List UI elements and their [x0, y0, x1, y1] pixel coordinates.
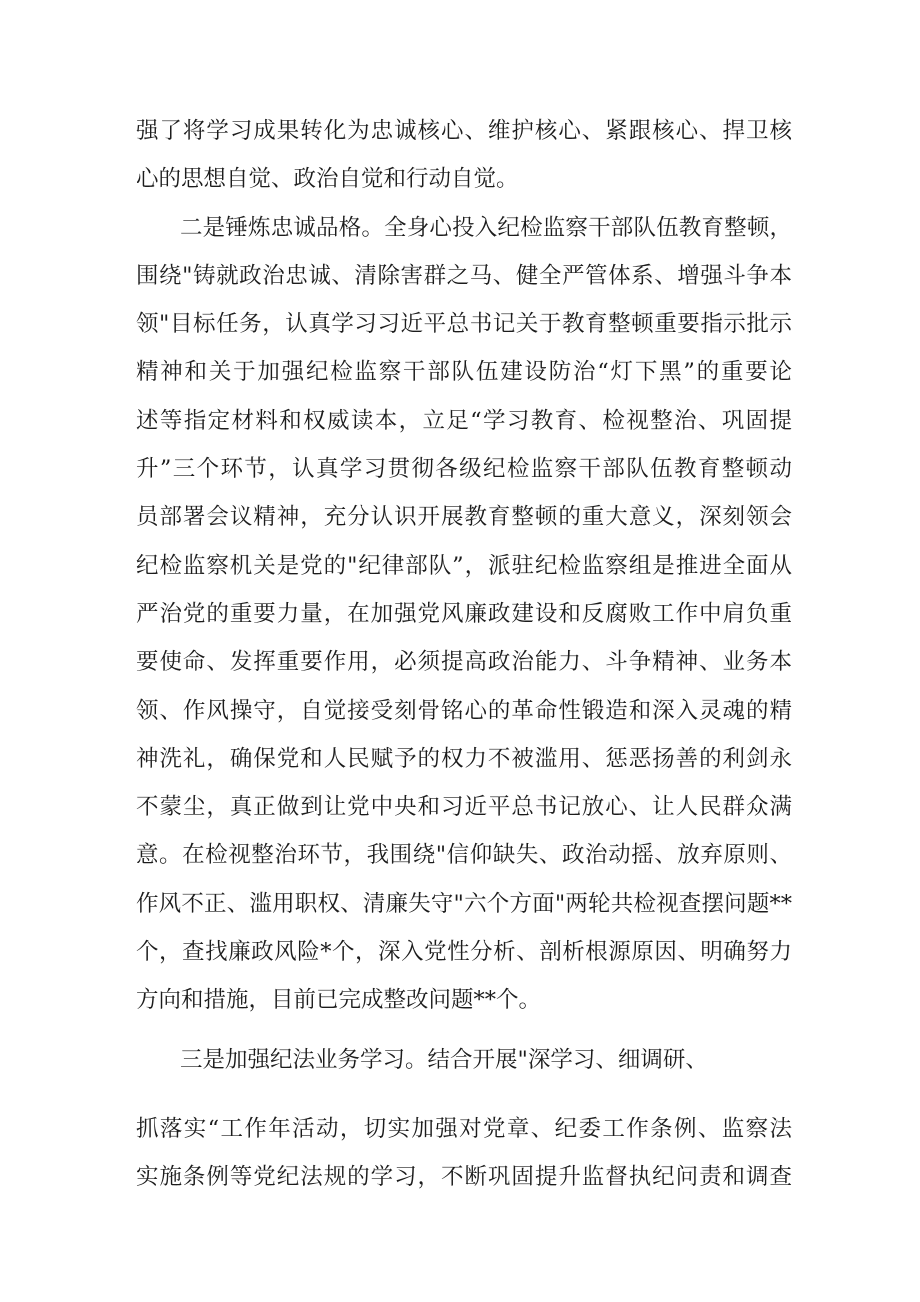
text-line: 述等指定材料和权威读本，立足“学习教育、检视整治、巩固提: [136, 407, 792, 434]
text-line: 心的思想自觉、政治自觉和行动自觉。: [136, 166, 519, 193]
text-line: 纪检监察机关是党的"纪律部队”，派驻纪检监察组是推进全面从: [136, 552, 792, 579]
text-line: 领"目标任务，认真学习习近平总书记关于教育整顿重要指示批示: [136, 311, 792, 338]
text-line: 员部署会议精神，充分认识开展教育整顿的重大意义，深刻领会: [136, 504, 792, 531]
text-line: 作风不正、滥用职权、清廉失守"六个方面"两轮共检视查摆问题**: [136, 890, 792, 917]
paragraph-block-1: [136, 107, 792, 1025]
text-line: 围绕"铸就政治忠诚、清除害群之马、健全严管体系、增强斗争本: [136, 262, 792, 289]
text-line: 要使命、发挥重要作用，必须提高政治能力、斗争精神、业务本: [136, 649, 792, 676]
paragraph-block-3: [136, 1105, 792, 1202]
text-line: 不蒙尘，真正做到让党中央和习近平总书记放心、让人民群众满: [136, 794, 792, 821]
text-line: 严治党的重要力量，在加强党风廉政建设和反腐败工作中肩负重: [136, 600, 792, 627]
text-line: 抓落实“工作年活动，切实加强对党章、纪委工作条例、监察法: [136, 1116, 792, 1142]
text-line: 方向和措施，目前已完成整改问题**个。: [136, 987, 542, 1014]
text-line: 升”三个环节，认真学习贯彻各级纪检监察干部队伍教育整顿动: [136, 456, 792, 483]
text-line: 三是加强纪法业务学习。结合开展"深学习、细调研、: [180, 1047, 708, 1073]
text-line: 领、作风操守，自觉接受刻骨铭心的革命性锻造和深入灵魂的精: [136, 697, 792, 724]
text-line: 强了将学习成果转化为忠诚核心、维护核心、紧跟核心、捍卫核: [136, 118, 792, 144]
text-line: 实施条例等党纪法规的学习，不断巩固提升监督执纪问责和调查: [136, 1164, 792, 1191]
text-line: 精神和关于加强纪检监察干部队伍建设防治“灯下黑”的重要论: [136, 359, 792, 386]
text-line: 个，查找廉政风险*个，深入党性分析、剖析根源原因、明确努力: [136, 939, 792, 966]
text-line: 意。在检视整治环节，我围绕"信仰缺失、政治动摇、放弃原则、: [136, 842, 792, 869]
paragraph-block-2: [136, 1036, 792, 1084]
text-line: 神洗礼，确保党和人民赋予的权力不被滥用、惩恶扬善的利剑永: [136, 745, 792, 772]
text-line: 二是锤炼忠诚品格。全身心投入纪检监察干部队伍教育整顿，: [180, 214, 792, 241]
